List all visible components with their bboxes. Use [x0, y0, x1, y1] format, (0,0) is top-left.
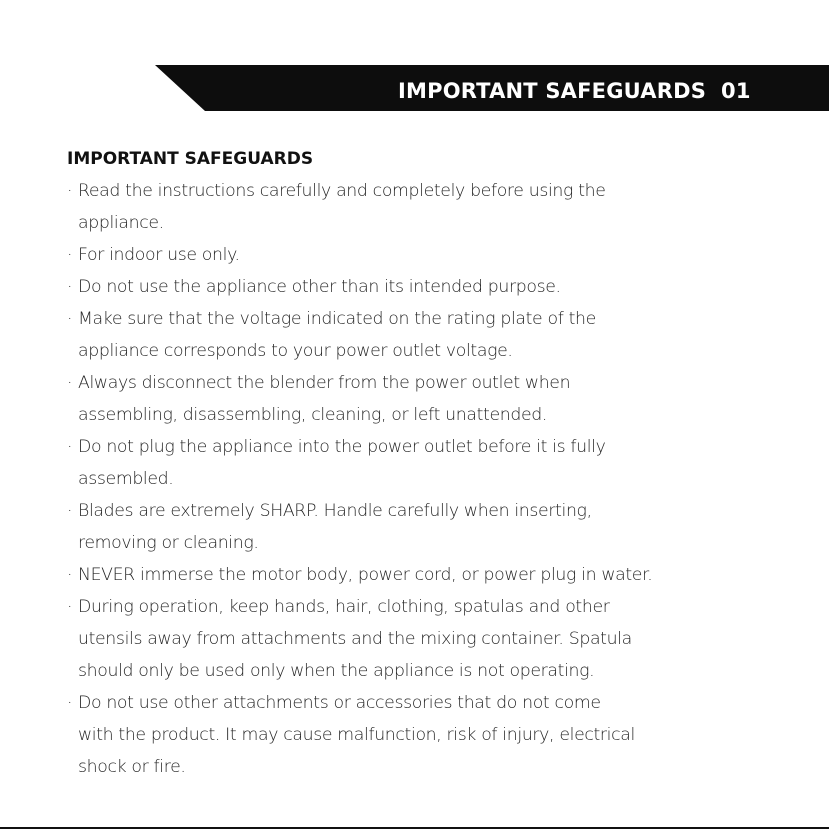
list-item: [67, 431, 767, 495]
list-item: [67, 239, 767, 271]
bullet-glyph: ·: [67, 277, 73, 297]
list-item: [67, 271, 767, 303]
list-item: [67, 591, 767, 687]
bullet-glyph: ·: [67, 597, 73, 617]
list-item-text: Blades are extremely SHARP. Handle carefully when inserting, removing or cleaning.: [78, 501, 592, 553]
bullet-glyph: ·: [67, 181, 73, 201]
list-item-text: For indoor use only.: [78, 245, 240, 265]
list-item-text: Do not use other attachments or accessories that do not come with the product. It may cause malfunction, risk of injury, electrical shock or fire.: [78, 693, 635, 777]
bullet-glyph: ·: [67, 565, 73, 585]
list-item: [67, 367, 767, 431]
list-item-text: During operation, keep hands, hair, clothing, spatulas and other utensils away from attachments and the mixing container. Spatula should only be used only when the appliance is not operating.: [78, 597, 632, 681]
section-title: IMPORTANT SAFEGUARDS: [67, 149, 314, 169]
list-item: [67, 175, 767, 239]
bullet-glyph: ·: [67, 309, 73, 329]
bullet-glyph: ·: [67, 693, 73, 713]
list-item-text: Do not use the appliance other than its intended purpose.: [78, 277, 561, 297]
list-item: [67, 559, 767, 591]
list-item: [67, 303, 767, 367]
list-item-text: NEVER immerse the motor body, power cord, or power plug in water.: [78, 565, 653, 585]
bullet-glyph: ·: [67, 245, 73, 265]
list-item-text: Make sure that the voltage indicated on the rating plate of the appliance corresponds to your power outlet voltage.: [78, 309, 596, 361]
list-item: [67, 687, 767, 783]
list-item-text: Always disconnect the blender from the power outlet when assembling, disassembling, cleaning, or left unattended.: [78, 373, 571, 425]
bullet-glyph: ·: [67, 501, 73, 521]
list-item-text: Read the instructions carefully and completely before using the appliance.: [78, 181, 606, 233]
bullet-glyph: ·: [67, 437, 73, 457]
bullet-glyph: ·: [67, 373, 73, 393]
page-header-title: IMPORTANT SAFEGUARDS 01: [398, 79, 751, 103]
safeguards-list: [67, 175, 767, 783]
list-item: [67, 495, 767, 559]
list-item-text: Do not plug the appliance into the power outlet before it is fully assembled.: [78, 437, 606, 489]
